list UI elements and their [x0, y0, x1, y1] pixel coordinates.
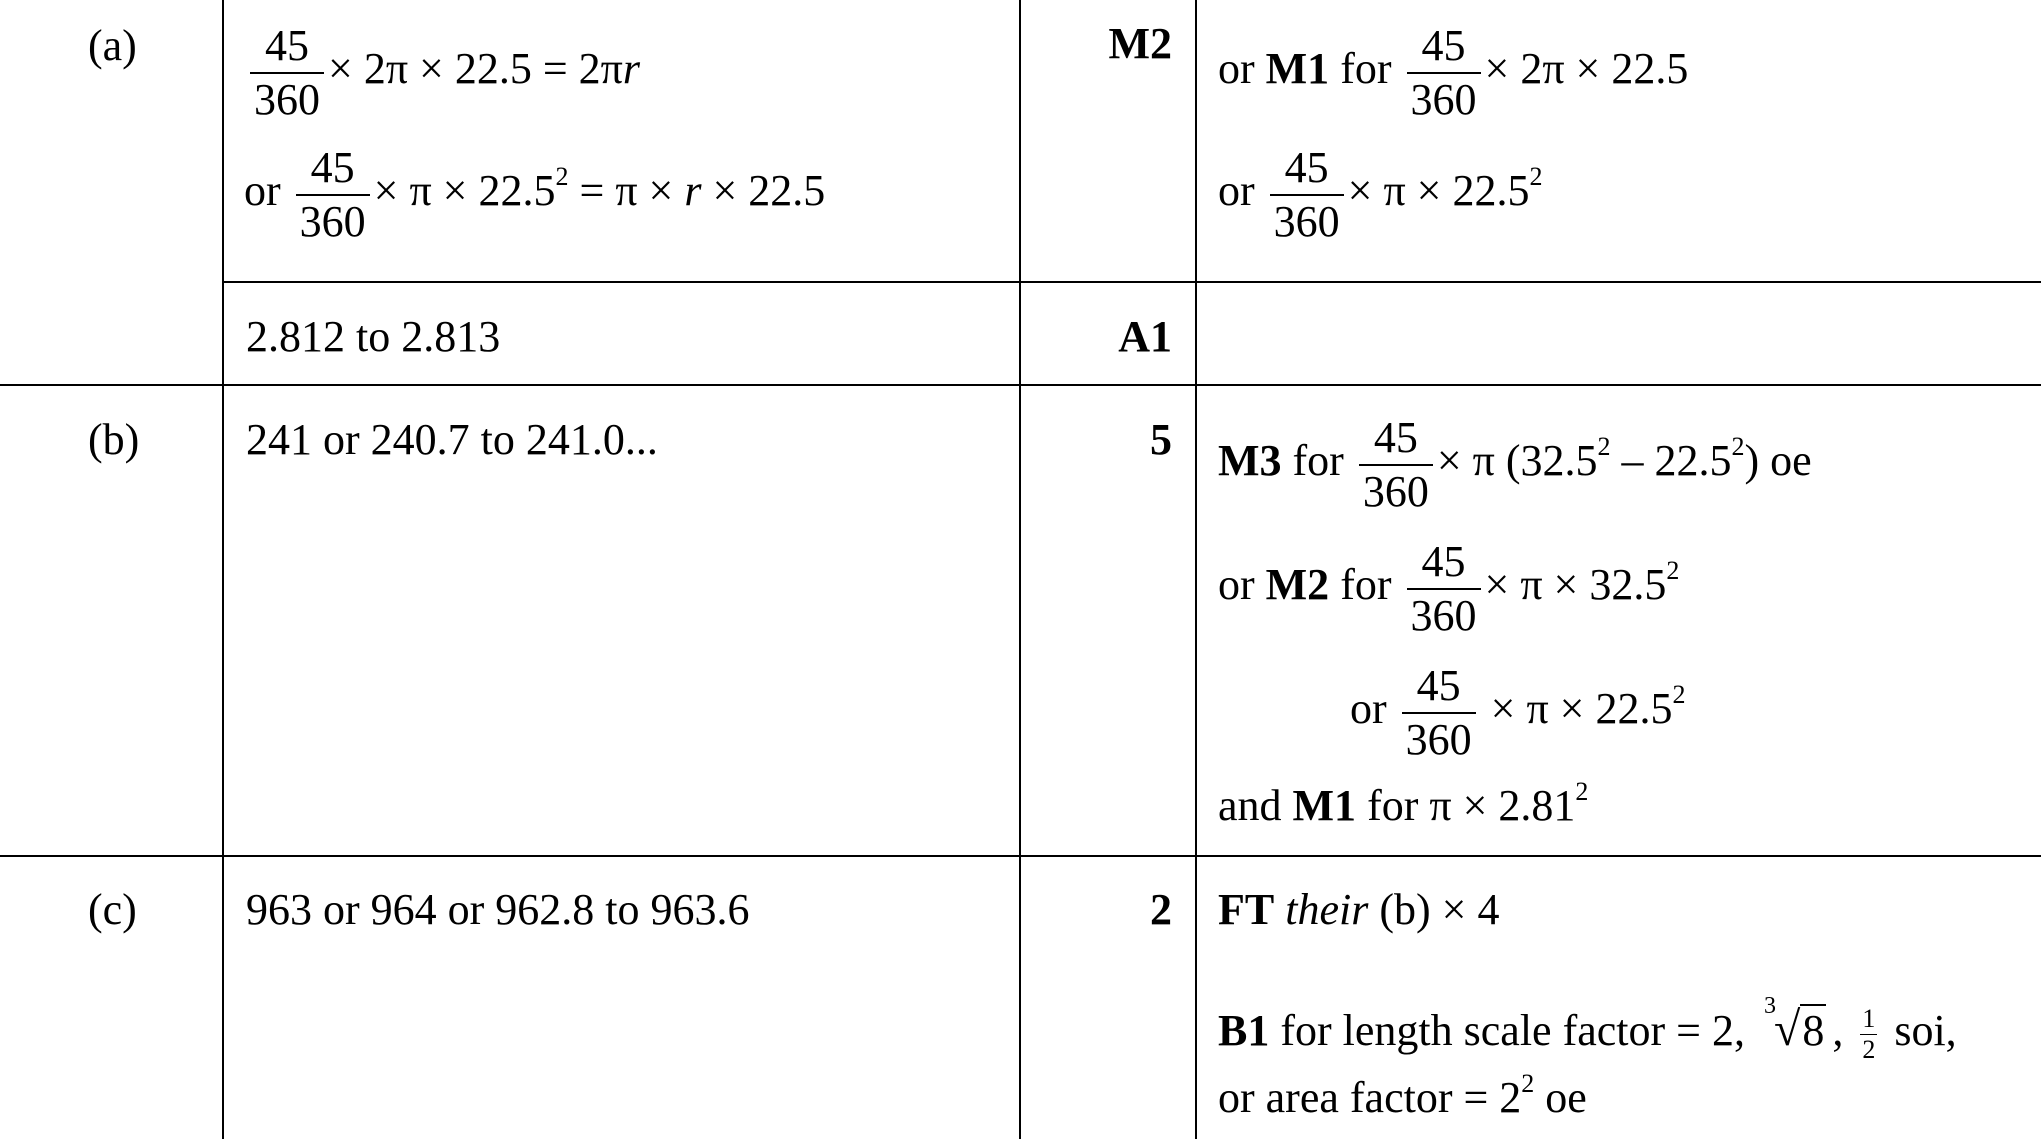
note-b-line-3: or $\frac{45}{360}$ × $\pi \times 22.5^2$ — [1350, 661, 1686, 764]
fraction: $\frac{45}{360}$ — [1407, 24, 1481, 122]
fraction: $\frac{45}{360}$ — [1407, 540, 1481, 638]
part-label-a: (a) — [88, 21, 137, 70]
fraction: $\frac{45}{360}$ — [296, 146, 370, 244]
note-b-line-2: or M2 for $\frac{45}{360}$ × $\pi \times 32.5^2$ — [1218, 537, 1680, 640]
mark-a-accuracy: A1 — [1118, 312, 1172, 361]
fraction: $\frac{45}{360}$ — [1270, 146, 1344, 244]
rule-a-inner — [222, 281, 2041, 283]
note-c-line-3: or area factor = $2^2$ oe — [1218, 1069, 1587, 1122]
note-a-line-1: or M1 for $\frac{45}{360}$ × 2π × 22.5 — [1218, 21, 1689, 124]
part-label-b: (b) — [88, 415, 140, 464]
fraction: $\frac{45}{360}$ — [250, 24, 324, 122]
fraction: $\frac{45}{360}$ — [1359, 416, 1433, 514]
answer-c: 963 or 964 or 962.8 to 963.6 — [246, 885, 750, 934]
small-fraction: $\frac{1}{2}$ — [1862, 1004, 1876, 1065]
cube-root: 3 √8 — [1763, 993, 1825, 1056]
part-label-c: (c) — [88, 885, 137, 934]
fraction: $\frac{45}{360}$ — [1402, 664, 1476, 762]
col-divider-1 — [222, 0, 224, 1139]
note-b-line-4: and M1 for $\pi \times 2.81^2$ — [1218, 777, 1589, 830]
col-divider-3 — [1195, 0, 1197, 1139]
answer-b: 241 or 240.7 to 241.0... — [246, 415, 658, 464]
answer-a-value: 2.812 to 2.813 — [246, 312, 501, 361]
note-c-line-2: B1 for length scale factor = 2, 3 √8 , $\frac{1}{2}$ soi, — [1218, 993, 1957, 1065]
answer-a-line-2: or $\frac{45}{360}$ × $\pi \times 22.5^2 = \pi \times r \times 22.5$ — [244, 143, 826, 246]
note-c-line-1: FT their (b) × 4 — [1218, 885, 1500, 934]
mark-b: 5 — [1150, 415, 1172, 464]
col-divider-2 — [1019, 0, 1021, 1139]
note-a-line-2: or $\frac{45}{360}$ × $\pi \times 22.5^2$ — [1218, 143, 1543, 246]
mark-a: M2 — [1108, 19, 1172, 68]
answer-a-line-1: $\frac{45}{360}$ × 2π × 22.5 = 2πr — [246, 24, 640, 122]
note-b-line-1: M3 for $\frac{45}{360}$ × π (32.5$^2$ – 22.5$^2$) oe — [1218, 413, 1812, 516]
mark-c: 2 — [1150, 885, 1172, 934]
